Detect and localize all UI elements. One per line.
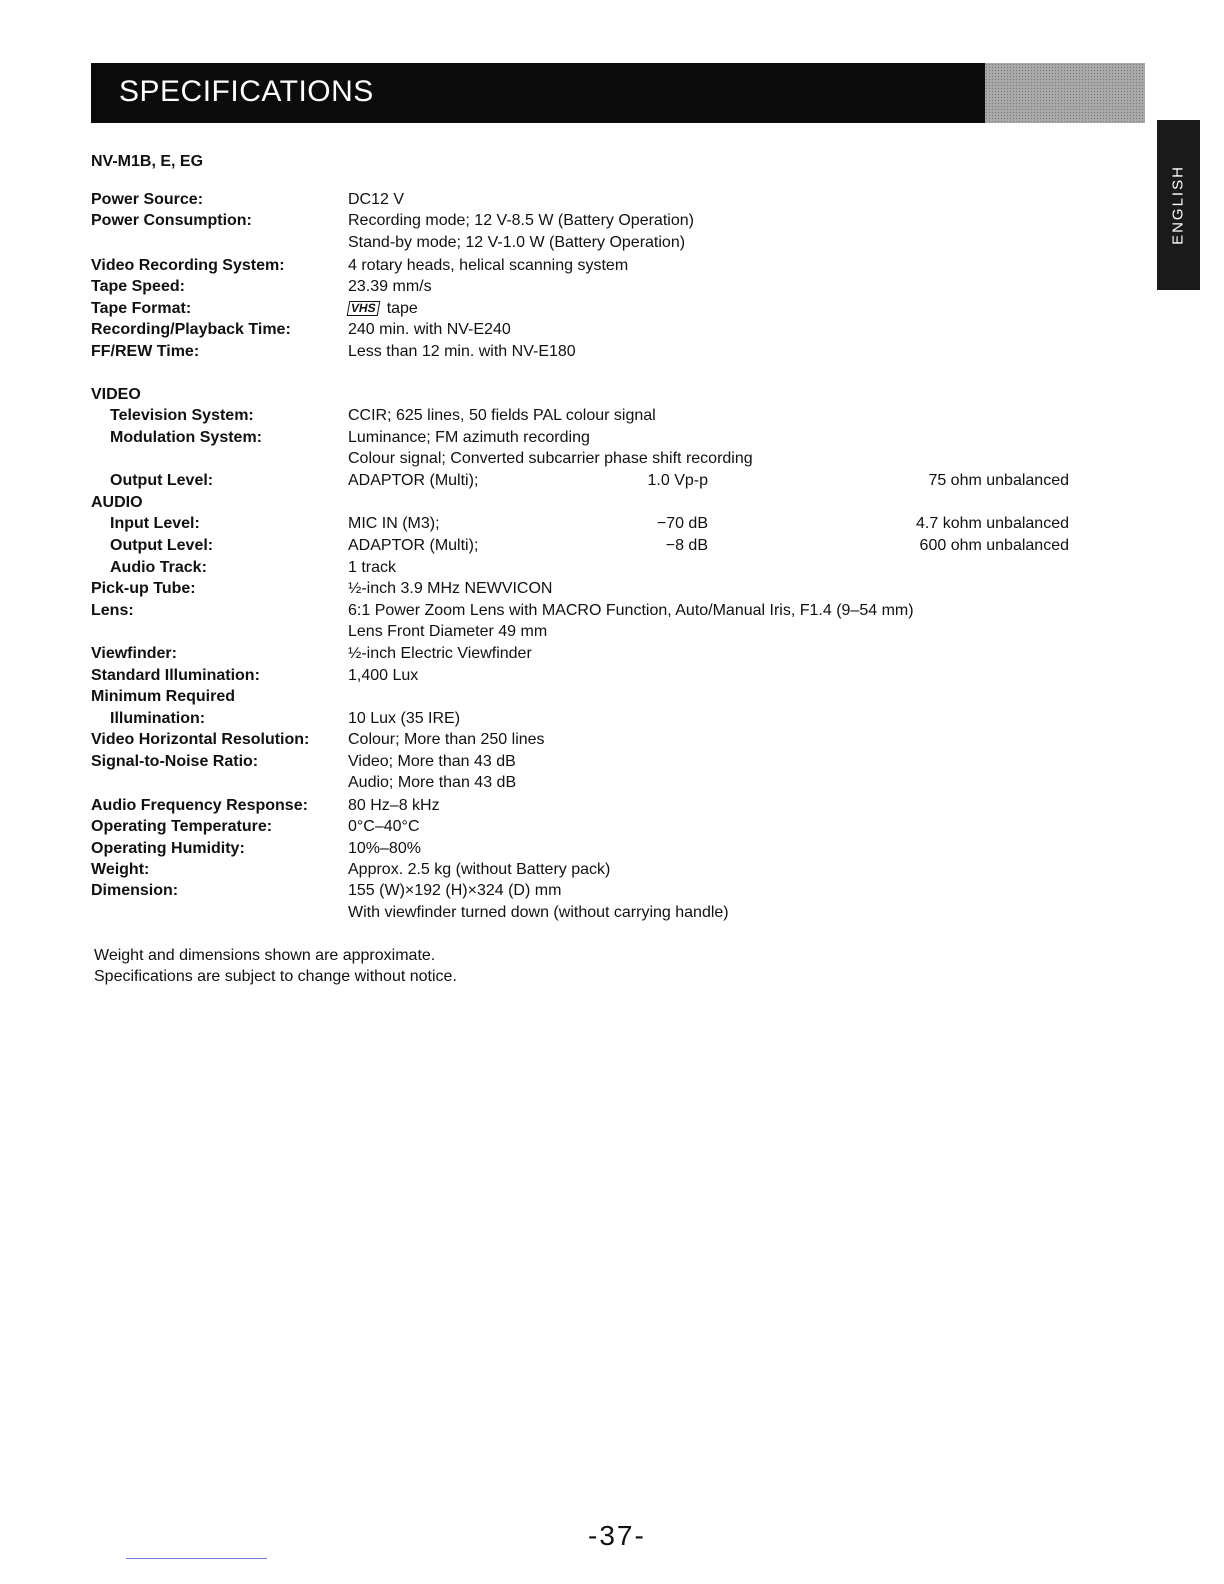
spec-row: [91, 470, 1224, 492]
footnote: Specifications are subject to change without notice.: [94, 968, 457, 985]
spec-label: Power Consumption:: [91, 212, 252, 229]
vhs-logo-icon: VHS: [347, 301, 380, 316]
spec-row: [91, 816, 1224, 838]
spec-label: Audio Track:: [110, 559, 207, 576]
spec-value: Less than 12 min. with NV-E180: [348, 343, 576, 360]
spec-row: [91, 795, 1224, 817]
spec-value: 155 (W)×192 (H)×324 (D) mm: [348, 882, 562, 899]
spec-row: [91, 341, 1224, 363]
spec-value: 80 Hz–8 kHz: [348, 797, 440, 814]
spec-row: [91, 427, 1224, 449]
spec-value: DC12 V: [348, 191, 405, 208]
spec-value: ADAPTOR (Multi);: [348, 537, 479, 554]
spec-value: Lens Front Diameter 49 mm: [348, 623, 548, 640]
spec-value: 240 min. with NV-E240: [348, 321, 511, 338]
spec-value: 23.39 mm/s: [348, 278, 432, 295]
spec-value: Colour signal; Converted subcarrier phase shift recording: [348, 450, 753, 467]
spec-label: Output Level:: [110, 537, 214, 554]
spec-label: Standard Illumination:: [91, 667, 260, 684]
spec-row: [91, 600, 1224, 622]
spec-row: [91, 708, 1224, 730]
spec-value: 10 Lux (35 IRE): [348, 710, 461, 727]
spec-label: Minimum Required: [91, 688, 236, 705]
spec-row: [91, 513, 1224, 535]
spec-value: 6:1 Power Zoom Lens with MACRO Function, Auto/Manual Iris, F1.4 (9–54 mm): [348, 602, 914, 619]
banner-halftone-pattern: [985, 63, 1145, 123]
spec-label: Dimension:: [91, 882, 179, 899]
spec-value: 0°C–40°C: [348, 818, 420, 835]
spec-value: ADAPTOR (Multi);: [348, 472, 479, 489]
section-heading-audio: [91, 492, 1224, 514]
spec-row: [91, 772, 1224, 794]
spec-label: FF/REW Time:: [91, 343, 200, 360]
spec-value: [348, 298, 418, 320]
spec-value: Recording mode; 12 V-8.5 W (Battery Operation): [348, 212, 694, 229]
spec-row: [91, 751, 1224, 773]
spec-value: CCIR; 625 lines, 50 fields PAL colour signal: [348, 407, 656, 424]
spec-label: Lens:: [91, 602, 134, 619]
spec-impedance: 75 ohm unbalanced: [928, 472, 1069, 489]
spec-label: Pick-up Tube:: [91, 580, 196, 597]
spec-label: Power Source:: [91, 191, 204, 208]
spec-row: [91, 686, 1224, 708]
spec-row: [91, 448, 1224, 470]
spec-value: 1,400 Lux: [348, 667, 419, 684]
spec-label: Input Level:: [110, 515, 200, 532]
spec-value: 4 rotary heads, helical scanning system: [348, 257, 629, 274]
spec-row: [91, 298, 1224, 320]
spec-impedance: 4.7 kohm unbalanced: [916, 515, 1069, 532]
spec-label: Output Level:: [110, 472, 214, 489]
spec-value: Luminance; FM azimuth recording: [348, 429, 590, 446]
spec-label: Tape Speed:: [91, 278, 185, 295]
spec-row: [91, 255, 1224, 277]
spec-row: [91, 232, 1224, 254]
spec-label: Modulation System:: [110, 429, 263, 446]
spec-value: With viewfinder turned down (without carrying handle): [348, 904, 729, 921]
spec-value: ½-inch Electric Viewfinder: [348, 645, 532, 662]
spec-label: Television System:: [110, 407, 254, 424]
spec-level: 1.0 Vp-p: [647, 472, 708, 489]
spec-label: Video Horizontal Resolution:: [91, 731, 310, 748]
spec-row: [91, 902, 1224, 924]
spec-label: Video Recording System:: [91, 257, 285, 274]
section-label: AUDIO: [91, 494, 143, 511]
spec-label: Audio Frequency Response:: [91, 797, 308, 814]
spec-row: [91, 557, 1224, 579]
spec-value: ½-inch 3.9 MHz NEWVICON: [348, 580, 553, 597]
spec-row: [91, 535, 1224, 557]
spec-row: [91, 621, 1224, 643]
spec-label: Operating Temperature:: [91, 818, 273, 835]
spec-row: [91, 838, 1224, 860]
spec-value: Stand-by mode; 12 V-1.0 W (Battery Operation): [348, 234, 686, 251]
spec-row: [91, 210, 1224, 232]
model-number: NV-M1B, E, EG: [91, 153, 204, 170]
spec-value: Approx. 2.5 kg (without Battery pack): [348, 861, 611, 878]
page-title: SPECIFICATIONS: [119, 75, 374, 108]
spec-value: MIC IN (M3);: [348, 515, 440, 532]
spec-level: −70 dB: [656, 515, 708, 532]
footer-rule: [126, 1558, 267, 1559]
spec-row: [91, 665, 1224, 687]
language-tab-label: ENGLISH: [1169, 165, 1187, 245]
header-banner: [91, 63, 1145, 123]
spec-value: Colour; More than 250 lines: [348, 731, 545, 748]
spec-value: 10%–80%: [348, 840, 421, 857]
spec-row: [91, 319, 1224, 341]
spec-label: Viewfinder:: [91, 645, 177, 662]
spec-label: Recording/Playback Time:: [91, 321, 291, 338]
footnote: Weight and dimensions shown are approximate.: [94, 947, 436, 964]
spec-value: Video; More than 43 dB: [348, 753, 516, 770]
spec-row: [91, 729, 1224, 751]
spec-row: [91, 880, 1224, 902]
spec-row: [91, 405, 1224, 427]
spec-level: −8 dB: [665, 537, 708, 554]
section-label: VIDEO: [91, 386, 141, 403]
spec-label: Illumination:: [110, 710, 206, 727]
spec-label: Signal-to-Noise Ratio:: [91, 753, 259, 770]
page-number: -37-: [588, 1520, 646, 1551]
tape-format-text: tape: [386, 300, 418, 317]
spec-label: Tape Format:: [91, 300, 192, 317]
spec-row: [91, 189, 1224, 211]
spec-label: Operating Humidity:: [91, 840, 245, 857]
spec-value: 1 track: [348, 559, 397, 576]
section-heading-video: [91, 384, 1224, 406]
spec-row: [91, 859, 1224, 881]
spec-impedance: 600 ohm unbalanced: [919, 537, 1069, 554]
spec-row: [91, 643, 1224, 665]
spec-label: Weight:: [91, 861, 150, 878]
spec-value: Audio; More than 43 dB: [348, 774, 517, 791]
spec-row: [91, 578, 1224, 600]
spec-row: [91, 276, 1224, 298]
